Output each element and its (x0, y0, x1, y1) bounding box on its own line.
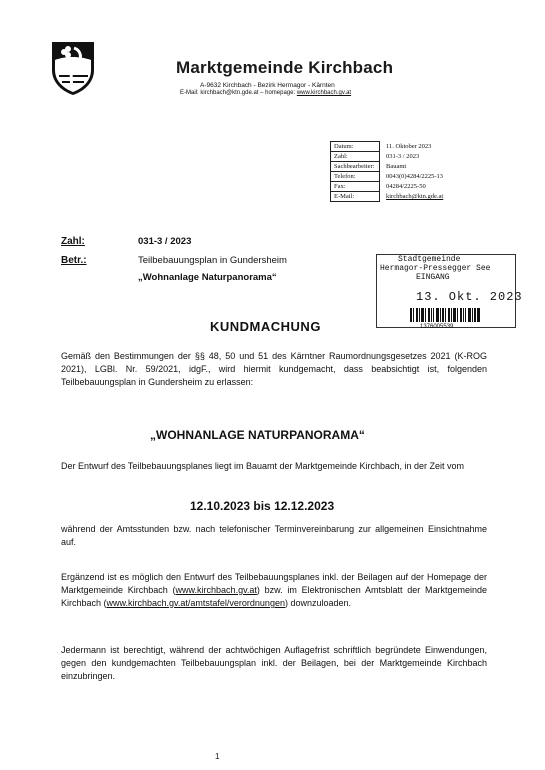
info-key: Fax: (331, 182, 380, 192)
zahl-label: Zahl: (61, 236, 85, 247)
info-value: Bauamt (386, 163, 407, 170)
info-key: E-Mail: (331, 192, 380, 202)
info-row-fax (331, 182, 447, 192)
paragraph-text: ) downzuloaden. (284, 598, 352, 608)
coat-of-arms-logo (50, 40, 96, 96)
plan-title: „WOHNANLAGE NATURPANORAMA“ (150, 428, 365, 442)
paragraph-legal-basis: Gemäß den Bestimmungen der §§ 48, 50 und 51 des Kärntner Raumordnungsgesetzes 2021 (K-ROG 2021), LGBl. Nr. 59/2021, idgF., wird hiermit kundgemacht, dass beabsichtigt ist, folgenden Teilbebauungsplan in Gundersheim zu erlassen: (61, 351, 487, 387)
display-period: 12.10.2023 bis 12.12.2023 (190, 499, 335, 513)
info-value: 04284/2225-50 (386, 183, 426, 190)
contact-email: E-Mail: kirchbach@ktn.gde.at – homepage: (180, 90, 297, 96)
stamp-line-2: Hermagor-Pressegger See (380, 264, 491, 273)
info-key: Datum: (331, 142, 380, 152)
info-row-phone (331, 172, 447, 182)
info-value: 0043(0)4284/2225-13 (386, 173, 444, 180)
subject-label: Betr.: (61, 255, 87, 266)
paragraph-text: ) bzw. im Elektronischen Amtsblatt der Marktgemeinde Kirchbach ( (61, 585, 487, 608)
subject-line-2: „Wohnanlage Naturpanorama“ (138, 272, 277, 283)
info-row-number (331, 152, 447, 162)
organization-name: Marktgemeinde Kirchbach (176, 58, 394, 77)
paragraph-online-access (61, 571, 487, 610)
organization-address: A-9632 Kirchbach - Bezirk Hermagor - Kärnten (200, 82, 335, 89)
zahl-value: 031-3 / 2023 (138, 236, 192, 247)
amtstafel-link[interactable]: www.kirchbach.gv.at/amtstafel/verordnungen (106, 598, 285, 608)
homepage-link[interactable]: www.kirchbach.gv.at (296, 90, 352, 96)
paragraph-objections: Jedermann ist berechtigt, während der achtwöchigen Auflagefrist schriftlich begründete Einwendungen, gegen den kundgemachten Teilbebauungsplan inkl. der Beilagen, bei der Marktgemeinde Kirchbach einzubringen. (61, 645, 487, 681)
barcode (410, 308, 480, 322)
footer-mark: 1 (215, 752, 220, 761)
organization-contact (180, 90, 351, 96)
paragraph-office-hours: während der Amtsstunden bzw. nach telefonischer Terminvereinbarung zur allgemeinen Einsichtnahme auf. (61, 524, 487, 547)
barcode-number: 1376005539 (420, 324, 454, 330)
info-value: 031-3 / 2023 (386, 153, 420, 160)
info-row-date (331, 142, 447, 152)
info-row-email (331, 192, 447, 202)
paragraph-display-location: Der Entwurf des Teilbebauungsplanes liegt im Bauamt der Marktgemeinde Kirchbach, in der Zeit vom (61, 461, 465, 471)
document-title: KUNDMACHUNG (210, 319, 321, 334)
stamp-date: 13. Okt. 2023 (416, 290, 523, 304)
info-value: 11. Oktober 2023 (386, 143, 432, 150)
subject-line-1: Teilbebauungsplan in Gundersheim (138, 255, 287, 266)
info-key: Telefon: (331, 172, 380, 182)
stamp-line-1: Stadtgemeinde (398, 255, 461, 264)
info-table (330, 141, 447, 202)
paragraph-text: Ergänzend ist es möglich den Entwurf des Teilbebauungsplanes inkl. der Beilagen auf der Homepage der Marktgemeinde Kirchbach ( (61, 572, 487, 595)
info-value-email[interactable]: kirchbach@ktn.gde.at (386, 193, 444, 200)
info-key: Sachbearbeiter: (331, 162, 380, 172)
homepage-link[interactable]: www.kirchbach.gv.at (175, 585, 257, 595)
info-row-clerk (331, 162, 447, 172)
info-key: Zahl: (331, 152, 380, 162)
stamp-line-3: EINGANG (416, 273, 450, 282)
